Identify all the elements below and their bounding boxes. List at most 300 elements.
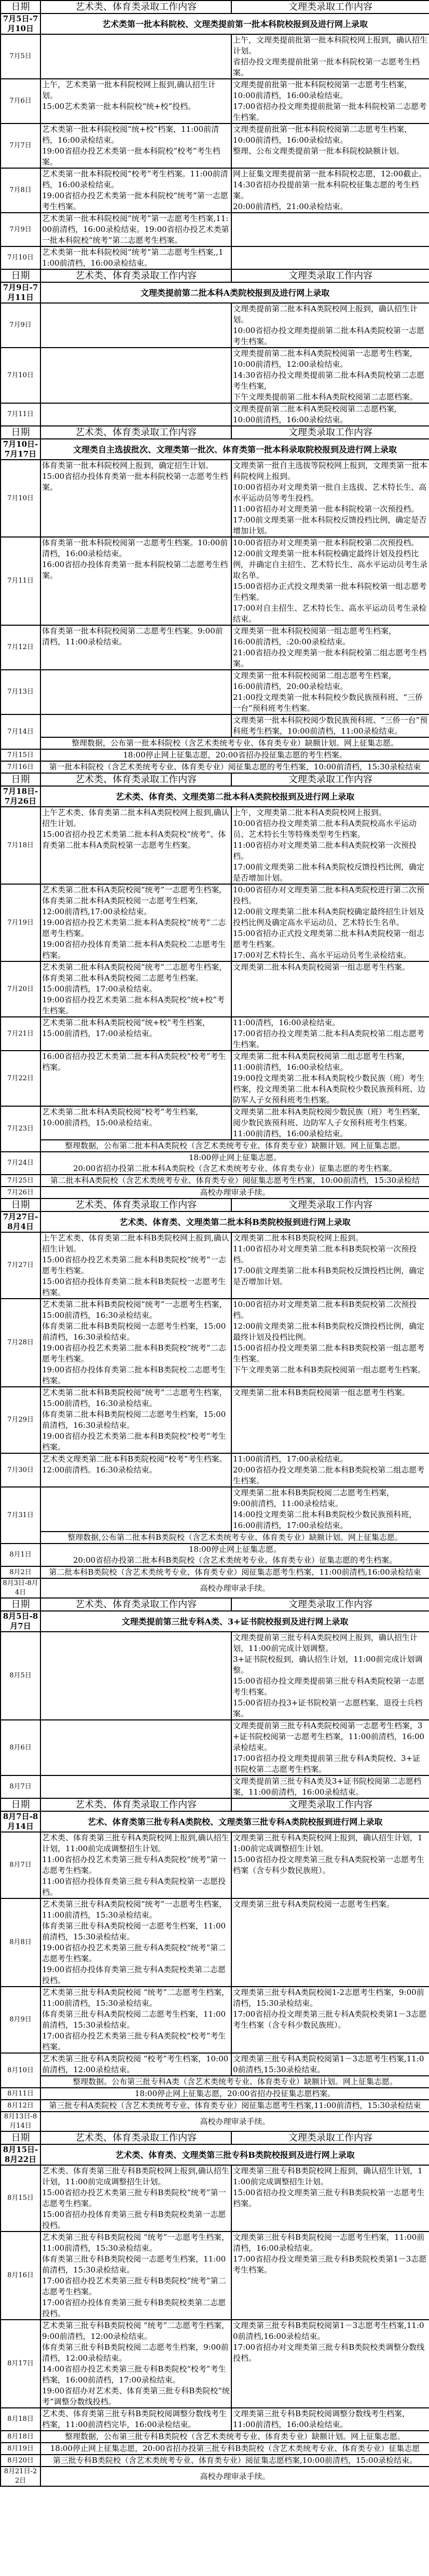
task-line: 15:00省招办投3+证书院校第一志愿档案、退役士兵档案。 [233,1698,423,1718]
section-title: 文理类提前第二批本科A类院校报到及进行网上录取 [40,282,429,303]
art-sports-task-cell [40,807,231,884]
schedule-row [1,714,429,737]
task-line: 文理类第一批本科院校阅第一组志愿考生档案， [233,626,397,636]
task-line: 上午艺术类、体育类第二批本科B类院校网上报到,确认招生计划。 [42,1233,229,1253]
task-line: 上午艺术类、体育类第二批本科A类院校网上报到,确认招生计划。 [42,808,229,828]
shared-task-cell [40,1187,429,1199]
task-line: 文理类第二批本科B类院校阅第一组志愿考生档案。 [233,1388,410,1397]
task-line: 14:30省招办投文理类提前第二批本科A类院校第二志愿考生档案, [233,370,425,391]
schedule-row [1,1387,429,1453]
shared-task-cell [40,1566,429,1578]
header-date: 日期 [1,1,40,13]
schedule-row [1,123,429,168]
task-line: 艺术类第二批本科A类院校阅“校考”考生档案, [42,1107,198,1117]
arts-sciences-task-cell [231,1832,429,1898]
header-art-sports: 艺术类、体育类录取工作内容 [40,1199,231,1211]
task-line: 9:00前清档，11:00录检结束。 [233,1499,343,1508]
task-line: 10:00省招办对文理类第一批本科院校第二次预投档。 [233,538,419,547]
arts-sciences-task-cell [231,1051,429,1106]
task-line: 第二批本科A类院校（含艺术类统考专业、体育类专业）阅征集志愿考生档案，10:00前清档，15:30录检结 [50,1176,420,1185]
task-line: 14:00省招办投艺术类第三批专科B类院校“校考”考生档案，16:00前清档，17:00录检结束。 [42,2364,226,2385]
row-date: 7月29日 [1,1387,40,1453]
arts-sciences-task-cell [231,1775,429,1798]
task-line: 整理、公布文理类提前第一批本科院校缺额计划。 [233,146,405,156]
row-date: 8月7日 [1,1775,40,1798]
task-line: 15:00省招办投体育类第一批本科院校第一志愿考生档案。 [42,472,228,492]
task-line: 21:00省招办投文理类第一批本科院校第二组志愿考生档案。 [233,648,427,668]
task-line: 11:00省招办投艺术类第三批专科A类院校“统考”第一志愿考生档案。 [42,1855,226,1875]
row-date: 8月13日-8月14日 [1,2112,40,2131]
task-line: 艺术类第三批专科B类院校阅 “统考”二志愿考生档案，9:00前清档，12:00录检结束。 [42,2321,230,2341]
task-line: 17:00前文理类第一批本科院校反馈投档比例，确定是否增加计划。 [233,515,427,535]
art-sports-task-cell [40,2408,231,2431]
task-line: 10:00省招办投文理类第二批本科A类院校高水平运动员、艺术特长生等特殊类型考生档案。 [233,819,417,839]
task-line: 文理类提前第三批专科A类院校阅第一志愿考生档案，3+证书院校阅第一志愿考生档案，11:00前清档，16:00录检结束。 [233,1721,425,1752]
section-date-range: 7月27日-8月4日 [1,1211,40,1232]
arts-sciences-task-cell [231,79,429,123]
art-sports-task-cell [40,1106,231,1140]
task-line: 艺术类第二批本科B类院校阅“统考”二志愿考生档案，15:00前清档，16:30录检结束。 [42,1388,227,1408]
schedule-row [1,1832,429,1898]
task-line: 15:00省招办投文理类提前第三批专科A类院校第一志愿考生档案。 [233,1676,425,1697]
task-line: 16:00省招办投体育类第一批本科院校第二志愿考生档案。 [42,560,228,580]
schedule-row [1,1632,429,1720]
task-line: 19:00省招办投体育类第二批本科B类院校二志愿考生档案。 [42,1365,226,1385]
task-line: 11:00前清档，17:00录检结束。 [233,1454,348,1464]
row-date: 7月25日 [1,1175,40,1187]
section-date-range: 8月5日-8月7日 [1,1611,40,1632]
section-date-range: 7月5日-7月10日 [1,13,40,34]
section-title: 文理类自主选拔批次、文理类第一批次、体育类第一批本科录取院校报到及进行网上录取 [40,439,429,460]
task-line: 11:00清档，16:00录检结束。 [233,1018,340,1027]
task-line: 文理类提前第二批本科A类院校阅第一志愿考生档案, [233,349,412,358]
arts-sciences-task-cell [231,807,429,884]
task-line: 15:00省招办投体育类第三批专科B类院校类第一志愿投档。 [42,2210,226,2230]
task-line: 10:00省招办对文理类第一批自主选拔、艺术特长生、高水平运动员等考生投档。 [233,483,427,503]
art-sports-task-cell [40,1898,231,1987]
task-line: 16:00省招办投艺术类第二批本科A类院校“校考”考生档案。 [42,1052,226,1072]
row-date: 7月22日 [1,1051,40,1106]
row-date: 7月31日 [1,1487,40,1544]
arts-sciences-task-cell [231,2320,429,2408]
task-line: 19:00省招办投艺术类第一批本科院校“统考”第一志愿考生档案。 [42,191,228,211]
arts-sciences-task-cell [231,2231,429,2320]
task-line: 艺术类第二批本科A类院校阅“统考”二志愿考生档案， [42,962,227,972]
row-date: 8月18日 [1,2408,40,2431]
task-line: 高校办理审录手续。 [200,2471,270,2481]
schedule-row [1,2088,429,2100]
header-art-sports: 艺术类、体育类录取工作内容 [40,269,231,282]
row-date: 8月8日 [1,1898,40,1987]
task-line: 20:00省招办投第二批本科B类院校（含艺术类统考专业、体育类专业）征集志愿的考生档案。 [73,1555,397,1565]
header-row [1,1798,429,1811]
arts-sciences-task-cell [231,714,429,737]
schedule-row [1,213,429,246]
arts-sciences-task-cell [231,168,429,213]
section-title-row [1,1211,429,1232]
shared-task-cell [40,1578,429,1598]
task-line: 体育类第三批专科A类院校阅二志愿考生档案，11:00前清档，15:30录检结束。 [42,2009,226,2030]
header-date: 日期 [1,2131,40,2144]
row-date: 7月19日 [1,884,40,961]
schedule-row [1,1720,429,1775]
schedule-row [1,2320,429,2408]
section-title: 艺术类、体育类、文理类第二批本科A类院校报到及进行网上录取 [40,786,429,807]
task-line: 14:30省招办投提前第一批本科院校征集志愿的考生档案。 [233,180,419,200]
header-date: 日期 [1,426,40,439]
task-line: 艺术类、体育类第三批专科A类院校网上报到,确认招生计划，11:00前完成调整招生计划。 [42,1833,229,1853]
section-title-row [1,282,429,303]
row-date: 7月7日 [1,123,40,168]
task-line: 文理类提前第三批专科A类院校网上报到，确认招生计划，11:00前完成计划调整。 [233,1633,418,1653]
schedule-row [1,670,429,714]
task-line: 15:00省招办正式投文理类第二批本科A类院校第一组志愿考生档案。 [233,929,425,949]
header-arts-sciences: 文理类录取工作内容 [231,426,429,439]
schedule-row [1,1106,429,1140]
arts-sciences-task-cell [231,1106,429,1140]
art-sports-task-cell [40,2165,231,2231]
header-row [1,2131,429,2144]
art-sports-task-cell [40,1017,231,1051]
schedule-note-row [1,737,429,749]
task-line: 10:00省招办对文理类第二批本科A类院校进行第二次预投档。 [233,885,425,905]
shared-task-cell [40,2112,429,2131]
task-line: 体育类第一批本科院校阅第一志愿考生档案。10:00前清档，16:00录检结束。 [42,538,228,558]
task-line: 艺术类第一批本科院校阅“统+校”档案，11:00前清档，16:00录检结束。 [42,125,219,145]
task-line: 文理类第三批专科A类院校阅一志愿考生档案。 [233,1899,394,1909]
section-date-range: 7月18日-7月26日 [1,786,40,807]
section-date-range: 7月10日-7月17日 [1,439,40,460]
shared-note-cell: 整理数据，公布第一批本科院校（含艺术类统考专业、体育类专业）缺额计划。网上征集志愿。 [40,737,429,749]
task-line: 文理类提前第三批专科A类及3+证书院校阅第二志愿档案，11:00前清档，16:00录检结束。 [233,1776,421,1797]
task-line: 17:00省招办投艺术类第三批专科B类院校“统考”第二志愿考生档案。 [42,2276,226,2296]
schedule-row [1,303,429,348]
task-line: 3+证书院校报到，确认招生计划，11:00前完成计划调整。 [233,1655,423,1675]
schedule-row [1,1299,429,1387]
task-line: 15:00前清档，17:00录检结束。 [42,984,157,994]
schedule-row [1,625,429,670]
task-line: 15:00艺术类第一批本科院校“统+校”投档。 [42,102,196,111]
art-sports-task-cell [40,2053,231,2076]
row-date: 8月17日 [1,2320,40,2408]
schedule-row [1,1152,429,1175]
section-title: 艺术类、体育类、文理类第二批本科B类院校报到进行网上录取 [40,1211,429,1232]
task-line: 17:00前文理类第二批本科A类院校反馈投档比例，确定是否增加计划。 [233,862,425,883]
task-line: 17:00前文理类第二批本科B类院校反馈投档比例，确定是否增加计划。 [233,1266,425,1286]
row-date: 7月14日 [1,714,40,749]
shared-note-cell: 整理数据。公布第三批专科A类（含艺术类统考专业、体育类专业）缺额计划。网上征集志愿。 [40,2076,429,2088]
row-date: 8月18日 [1,2431,40,2443]
task-line: 15:00省招办正式投文理类第一批本科院校第一组志愿考生档案。 [233,582,427,602]
task-line: 15:00省招办投艺术类第二批本科A类院校“统考”、体育类第二批本科A类院校第一志愿考生档案。 [42,830,226,850]
task-line: 17:00对自主招生、艺术特长生、高水平运动员考生录检结束。 [233,603,427,624]
row-date: 8月9日 [1,1987,40,2053]
shared-task-cell [40,1175,429,1187]
task-line: 19:00省招办对艺术类、体育类第三批专科B类院校“统考”调整分数线投档。 [42,2386,230,2406]
header-date: 日期 [1,1598,40,1611]
header-art-sports: 艺术类、体育类录取工作内容 [40,1798,231,1811]
task-line: 文理类第一批自主选拔等院校网上报到，文理类第一批本科院校网上报到。 [233,461,428,481]
section-date-range: 7月9日-7月11日 [1,282,40,303]
schedule-row [1,348,429,403]
row-date: 8月11日 [1,2088,40,2100]
task-line: 艺术类第一批本科院校阅“统考”第一志愿考生档案,11:00前清档，16:00录检结束。19:00省招办投艺术类第一批本科院校“统考”第二志愿考生档案。 [42,214,229,245]
art-sports-task-cell [40,961,231,1017]
task-line: 艺术类第一批本科院校阅“统考”第二志愿考生档案,,11:00前清档，16:00录检结束。 [42,247,224,268]
task-line: 文理类第二批本科B类院校阅二志愿考生档案， [233,1488,395,1497]
task-line: 12:00前文理类第二批本科A类院校确定最终招生计划及投档比例及确定高水平运动员、艺术特长生名单。 [233,907,425,927]
task-line: 上午，艺术类第一批本科院校网上报到,确认招生计划。 [42,80,216,100]
schedule-row [1,1187,429,1199]
task-line: 15:00前清档，17:00录检结束。 [42,1029,157,1038]
task-line: 19:00省招办投艺术类第二批本科A类院校“统+校”考生档案。 [42,995,225,1015]
task-line: 18:00停止网上征集志愿，20:00省招办投第三批专科B类院校（含艺术类统考专业、体育类专业）征集志愿 [50,2444,420,2453]
row-date: 7月12日 [1,625,40,670]
art-sports-task-cell [40,884,231,961]
task-line: 艺术类第三批专科A类院校阅“统考”一志愿考生档案，11:00前清档，15:30录检结束。 [42,1899,227,1920]
arts-sciences-task-cell [231,1387,429,1453]
row-date: 8月7日 [1,1832,40,1898]
task-line: 第二批本科B类院校（含艺术类统考专业、体育类专业）阅征集志愿考生档案，11:00前清档,16:00录检结束 [49,1567,421,1577]
art-sports-task-cell [40,1453,231,1487]
task-line: 16:00前清档，20:00录检结束。 [233,682,348,691]
task-line: 17:00省招办对文理类第三批专科B类院校类调整分数线投档。 [233,2343,425,2363]
task-line: 18:00停止网上征集志愿，20:00省招办投征集志愿档案。 [134,2089,336,2098]
row-date: 7月10日 [1,460,40,537]
task-line: 文理类第二批本科A类院校阅少数民族（班）考生档案，阅少数民族预科班、边防军人子女预科班考生档案。 [233,1107,425,1127]
task-line: 10:00前清档，16:00录检结束。 [233,91,348,100]
task-line: 19:00省招办投艺术类第二批本科B类院校“校考”考生档案。 [42,1431,226,1452]
header-date: 日期 [1,269,40,282]
task-line: 体育类第二批本科B类院校阅一志愿考生档案，15:00前清档，16:30录检结束。 [42,1321,226,1342]
row-date: 7月13日 [1,670,40,714]
task-line: 14:00投文理类第二批本科B类院校少数民族预科班， [233,1510,417,1519]
task-line: 体育类第二批本科A类院校阅二志愿考生档案。 [42,973,203,983]
shared-note-cell: 整理数据,公布第二批本科B类院校（含艺术类统考专业、体育类专业）缺额计划。网上征集志愿。 [40,1532,429,1544]
task-line: 10:00省招办对文理类第二批本科B类院校第二次预投档。 [233,1300,417,1320]
task-line: 高校办理审录手续。 [200,1188,270,1197]
art-sports-task-cell [40,625,231,670]
schedule-row [1,2053,429,2076]
arts-sciences-task-cell [231,961,429,1017]
header-art-sports: 艺术类、体育类录取工作内容 [40,2131,231,2144]
row-date: 7月16日 [1,761,40,773]
shared-task-cell [40,2100,429,2112]
task-line: 10:00前清档，16:00录检结束。 [233,415,348,424]
header-arts-sciences: 文理类录取工作内容 [231,1798,429,1811]
task-line: 文理类提前批第一批本科院校阅第一志愿考生档案， [233,80,412,89]
task-line: 文理类第三批专科A类院校网上报到，确认招生计划，11:00前完成调整招生计划。 [233,1833,423,1853]
row-date: 8月5日 [1,1632,40,1720]
row-date: 8月12日 [1,2100,40,2112]
task-line: 艺术类文理类第二批本科B类院校阅“校考”考生档案。12:00前清档。16:30录检结束。 [42,1454,227,1475]
task-line: 上午，文理类提前批第一批本科院校网上报到，确认招生计划。 [233,35,428,56]
task-line: 11:00前清档，16:00录检结束。 [233,1063,348,1072]
arts-sciences-task-cell [231,884,429,961]
section-title-row [1,1811,429,1832]
arts-sciences-task-cell [231,2053,429,2076]
art-sports-task-cell [40,460,231,537]
task-line: 文理类第二批本科A类院校阅第一组志愿考生档案。 [233,962,410,972]
task-line: 17:00省招办投文理类第二批本科A类院校第二组志愿考生档案。 [233,1029,425,1049]
task-line: 17:00省招办投文理类第三批专科A类院校类第1－3志愿考生档案（含专科少数民族班）。 [233,2009,427,2030]
schedule-row [1,1898,429,1987]
task-line: 文理类提前第二批本科A类院校阅第二志愿档案, [233,404,397,414]
shared-task-cell [40,2467,429,2486]
task-line: 19:00投文理类第二批本科A类院校少数民族（班）考生档案，投文理类第二批本科A类院校少数民族预科班、边防军人子女预科班考生档案。 [233,1073,425,1105]
art-sports-task-cell [40,348,231,403]
row-date: 7月27日 [1,1232,40,1299]
art-sports-task-cell [40,1232,231,1299]
schedule-row [1,1487,429,1532]
row-date: 8月19日 [1,2443,40,2455]
task-line: 体育类第二批本科A类院校阅一志愿考生档案, [42,896,198,905]
schedule-row [1,1566,429,1578]
arts-sciences-task-cell [231,348,429,403]
task-line: 17:00对艺术特长生、高水平运动员考生录检结束。 [233,950,411,960]
arts-sciences-task-cell [231,123,429,168]
arts-sciences-task-cell [231,303,429,348]
task-line: 10:00前清档，16:00录检结束。 [233,135,348,145]
shared-task-cell [40,2088,429,2100]
task-line: 下午文理类第二批本科B类院校阅第一组志愿考生档案。 [233,1365,426,1374]
task-line: 19:00省招办投体育类第二批本科A类院校二志愿考生档案。 [42,940,226,960]
header-date: 日期 [1,773,40,786]
task-line: 体育类第三批专科B类院校阅二志愿考生档案，9:00前清档，12:00录检结束。 [42,2343,229,2363]
row-date: 7月9日 [1,213,40,246]
section-date-range: 8月7日-8月14日 [1,1811,40,1832]
arts-sciences-task-cell [231,1487,429,1532]
task-line: 19:00省招办投艺术类第一批本科院校“校考”考生档案。 [42,146,220,167]
task-line: 15:00省招办投体育类第二批本科B类院校一志愿考生档案。 [42,1277,226,1297]
shared-task-cell [40,2443,429,2455]
section-title-row [1,439,429,460]
header-row [1,269,429,282]
art-sports-task-cell [40,303,231,348]
row-date: 7月26日 [1,1187,40,1199]
task-line: 第一批本科院校（含艺术类统考专业、体育类专业）阅征集志愿的考生档案，10:00前清档，15:30录检结束 [49,762,421,772]
task-line: 17:00省招办投文理类第三批专科B类院校类第1－3志愿考生档案。 [233,2254,427,2275]
task-line: 体育类第三批专科A类院校阅一志愿考生档案，11:00前清档，15:30录检结束。 [42,1921,226,1941]
art-sports-task-cell [40,1051,231,1106]
row-date: 7月11日 [1,537,40,625]
schedule-row [1,168,429,213]
schedule-row [1,2408,429,2431]
task-line: 18:00停止网上征集志愿。 [188,1153,282,1162]
arts-sciences-task-cell [231,34,429,79]
art-sports-task-cell [40,123,231,168]
section-title: 艺术类、体育类、文理类第三批专科B类院校报到及进行网上录取 [40,2144,429,2165]
arts-sciences-task-cell [231,1453,429,1487]
row-date: 8月21日-22日 [1,2467,40,2486]
row-date: 7月30日 [1,1453,40,1487]
arts-sciences-task-cell [231,2408,429,2431]
task-line: 文理类第三批专科B类院校阅调整分数线考生档案， [233,2409,410,2418]
row-date: 7月18日 [1,807,40,884]
art-sports-task-cell [40,537,231,625]
section-title-row [1,1611,429,1632]
schedule-row [1,79,429,123]
task-line: 整理数据，公布第三批专科B类院校（含艺术类统考专业、体育类专业）缺额计划。网上征集志愿。 [64,2432,406,2441]
row-date: 8月3日-8月4日 [1,1578,40,1598]
art-sports-task-cell [40,1987,231,2053]
header-arts-sciences: 文理类录取工作内容 [231,1598,429,1611]
task-line: 16:00前清档，17:00录检结束。 [233,1521,348,1530]
section-title: 文理类提前第三批专科A类、3+证书院校报到及进行网上录取 [40,1611,429,1632]
row-date: 8月15日 [1,2165,40,2231]
header-arts-sciences: 文理类录取工作内容 [231,2131,429,2144]
art-sports-task-cell [40,34,231,79]
task-line: 15:00省招办投艺术类第二批本科B类院校“统考”一志愿考生档案。 [42,1255,226,1275]
section-title-row [1,2144,429,2165]
header-row [1,773,429,786]
schedule-row [1,1175,429,1187]
art-sports-task-cell [40,2231,231,2320]
schedule-row [1,961,429,1017]
schedule-row [1,807,429,884]
arts-sciences-task-cell [231,625,429,670]
task-line: 19:00省招办投体育类第三批专科A类院校类第二志愿投档。 [42,1965,226,1985]
header-art-sports: 艺术类、体育类录取工作内容 [40,773,231,786]
task-line: 体育类第三批专科B类院校阅一志愿考生档案，11:00前清档，15:30录检结束。 [42,2254,226,2275]
task-line: 15:00省招办投文理类第三批专科A类院校第一志愿考生档案（含专科少数民族班）。 [233,1855,425,1875]
task-line: 体育类第一批本科院校网上报到，确定招生计划。 [42,461,214,470]
art-sports-task-cell [40,79,231,123]
task-line: 17:00省招办投文理类提前批第一批本科院校第二志愿考生档案。 [233,102,427,122]
task-line: 20:00省招办投文理类第二批本科B类院校第二组志愿考生档案。 [233,1465,425,1485]
task-line: 11:00省招办对文理类第一批本科院校第一次预投档。 [233,504,419,514]
arts-sciences-task-cell [231,213,429,246]
row-date: 8月10日 [1,2053,40,2088]
schedule-row [1,2112,429,2131]
task-line: 20:00省招办投第二批本科A类院校（含艺术类统考专业、体育类专业）征集志愿的考生档案。 [73,1164,397,1173]
task-line: 17:00省招办投体育类第三批专科B类院校类第二志愿投档。 [42,2298,226,2318]
schedule-row [1,1051,429,1106]
header-arts-sciences: 文理类录取工作内容 [231,773,429,786]
header-arts-sciences: 文理类录取工作内容 [231,1,429,13]
row-date: 7月23日 [1,1106,40,1152]
schedule-row [1,2431,429,2443]
header-art-sports: 艺术类、体育类录取工作内容 [40,1,231,13]
arts-sciences-task-cell [231,1232,429,1299]
schedule-row [1,1544,429,1566]
task-line: 艺术类、体育类第三批专科B类院校阅调整分数线考生档案，11:00前清档完毕，16:00录检结束。 [42,2409,227,2429]
shared-task-cell [40,761,429,773]
shared-task-cell [40,2431,429,2443]
row-date: 7月6日 [1,79,40,123]
shared-task-cell [40,1152,429,1175]
schedule-row [1,537,429,625]
section-date-range: 8月15日-8月22日 [1,2144,40,2165]
art-sports-task-cell [40,1487,231,1532]
task-line: 19:00省招办投艺术类第二批本科B类院校“统考”二志愿考生档案。 [42,1343,226,1363]
task-line: 15:00省招办投文理类第三批专科B类院校第一志愿考生档案。 [233,2188,425,2208]
section-title-row [1,13,429,34]
section-title: 艺术类第一批本科院校、文理类提前第一批本科院校报到及进行网上录取 [40,13,429,34]
row-date: 7月11日 [1,403,40,426]
task-line: 17:00省招办投艺术类第三批专科A类院校“校考”考生档案。 [42,2031,226,2051]
schedule-body [1,1,429,2486]
schedule-row [1,2455,429,2467]
row-date: 8月2日 [1,1566,40,1578]
schedule-row [1,1017,429,1051]
arts-sciences-task-cell [231,403,429,426]
arts-sciences-task-cell [231,2165,429,2231]
schedule-note-row [1,1140,429,1152]
task-line: 网上征集文理类提前第一批本科院校志愿，12:00截止。 [233,169,427,178]
task-line: 文理类第三批专科A类院校阅第1－3志愿考生档案,11:00前清档,15:30录检结束。 [233,2054,424,2074]
header-row [1,426,429,439]
